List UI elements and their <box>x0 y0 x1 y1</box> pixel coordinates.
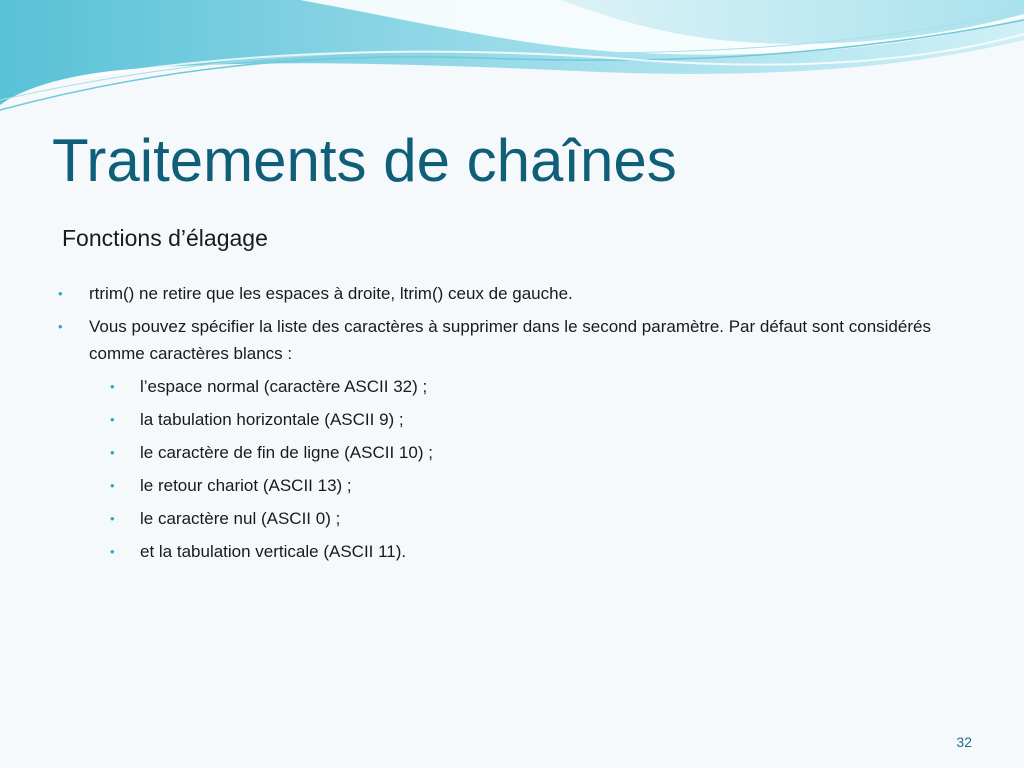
header-wave-decoration <box>0 0 1024 130</box>
sub-list-item <box>56 406 976 433</box>
page-number: 32 <box>956 734 972 750</box>
sub-list-item <box>56 373 976 400</box>
bullet-icon: • <box>58 319 63 334</box>
sub-list-item <box>56 505 976 532</box>
sub-list-item-text: le caractère de fin de ligne (ASCII 10) ; <box>140 443 433 462</box>
sub-list-item-text: et la tabulation verticale (ASCII 11). <box>140 542 407 561</box>
bullet-icon: • <box>110 544 115 559</box>
sub-list-item <box>56 472 976 499</box>
slide-title: Traitements de chaînes <box>52 127 677 194</box>
bullet-icon: • <box>110 445 115 460</box>
bullet-icon: • <box>110 511 115 526</box>
list-item-text: rtrim() ne retire que les espaces à droite, ltrim() ceux de gauche. <box>89 284 573 303</box>
sub-list-item-text: le caractère nul (ASCII 0) ; <box>140 509 341 528</box>
list-item-text: Vous pouvez spécifier la liste des caractères à supprimer dans le second paramètre. Par défaut sont considérés comme caractères blancs : <box>89 317 931 363</box>
list-item <box>56 280 976 307</box>
sub-list-item-text: l’espace normal (caractère ASCII 32) ; <box>140 377 428 396</box>
sub-list-item <box>56 439 976 466</box>
list-item <box>56 313 976 367</box>
bullet-list <box>56 280 976 571</box>
bullet-icon: • <box>110 379 115 394</box>
sub-list-item <box>56 538 976 565</box>
slide-subtitle: Fonctions d’élagage <box>62 225 268 251</box>
bullet-icon: • <box>110 412 115 427</box>
sub-list-item-text: le retour chariot (ASCII 13) ; <box>140 476 352 495</box>
sub-list-item-text: la tabulation horizontale (ASCII 9) ; <box>140 410 404 429</box>
bullet-icon: • <box>58 286 63 301</box>
bullet-icon: • <box>110 478 115 493</box>
